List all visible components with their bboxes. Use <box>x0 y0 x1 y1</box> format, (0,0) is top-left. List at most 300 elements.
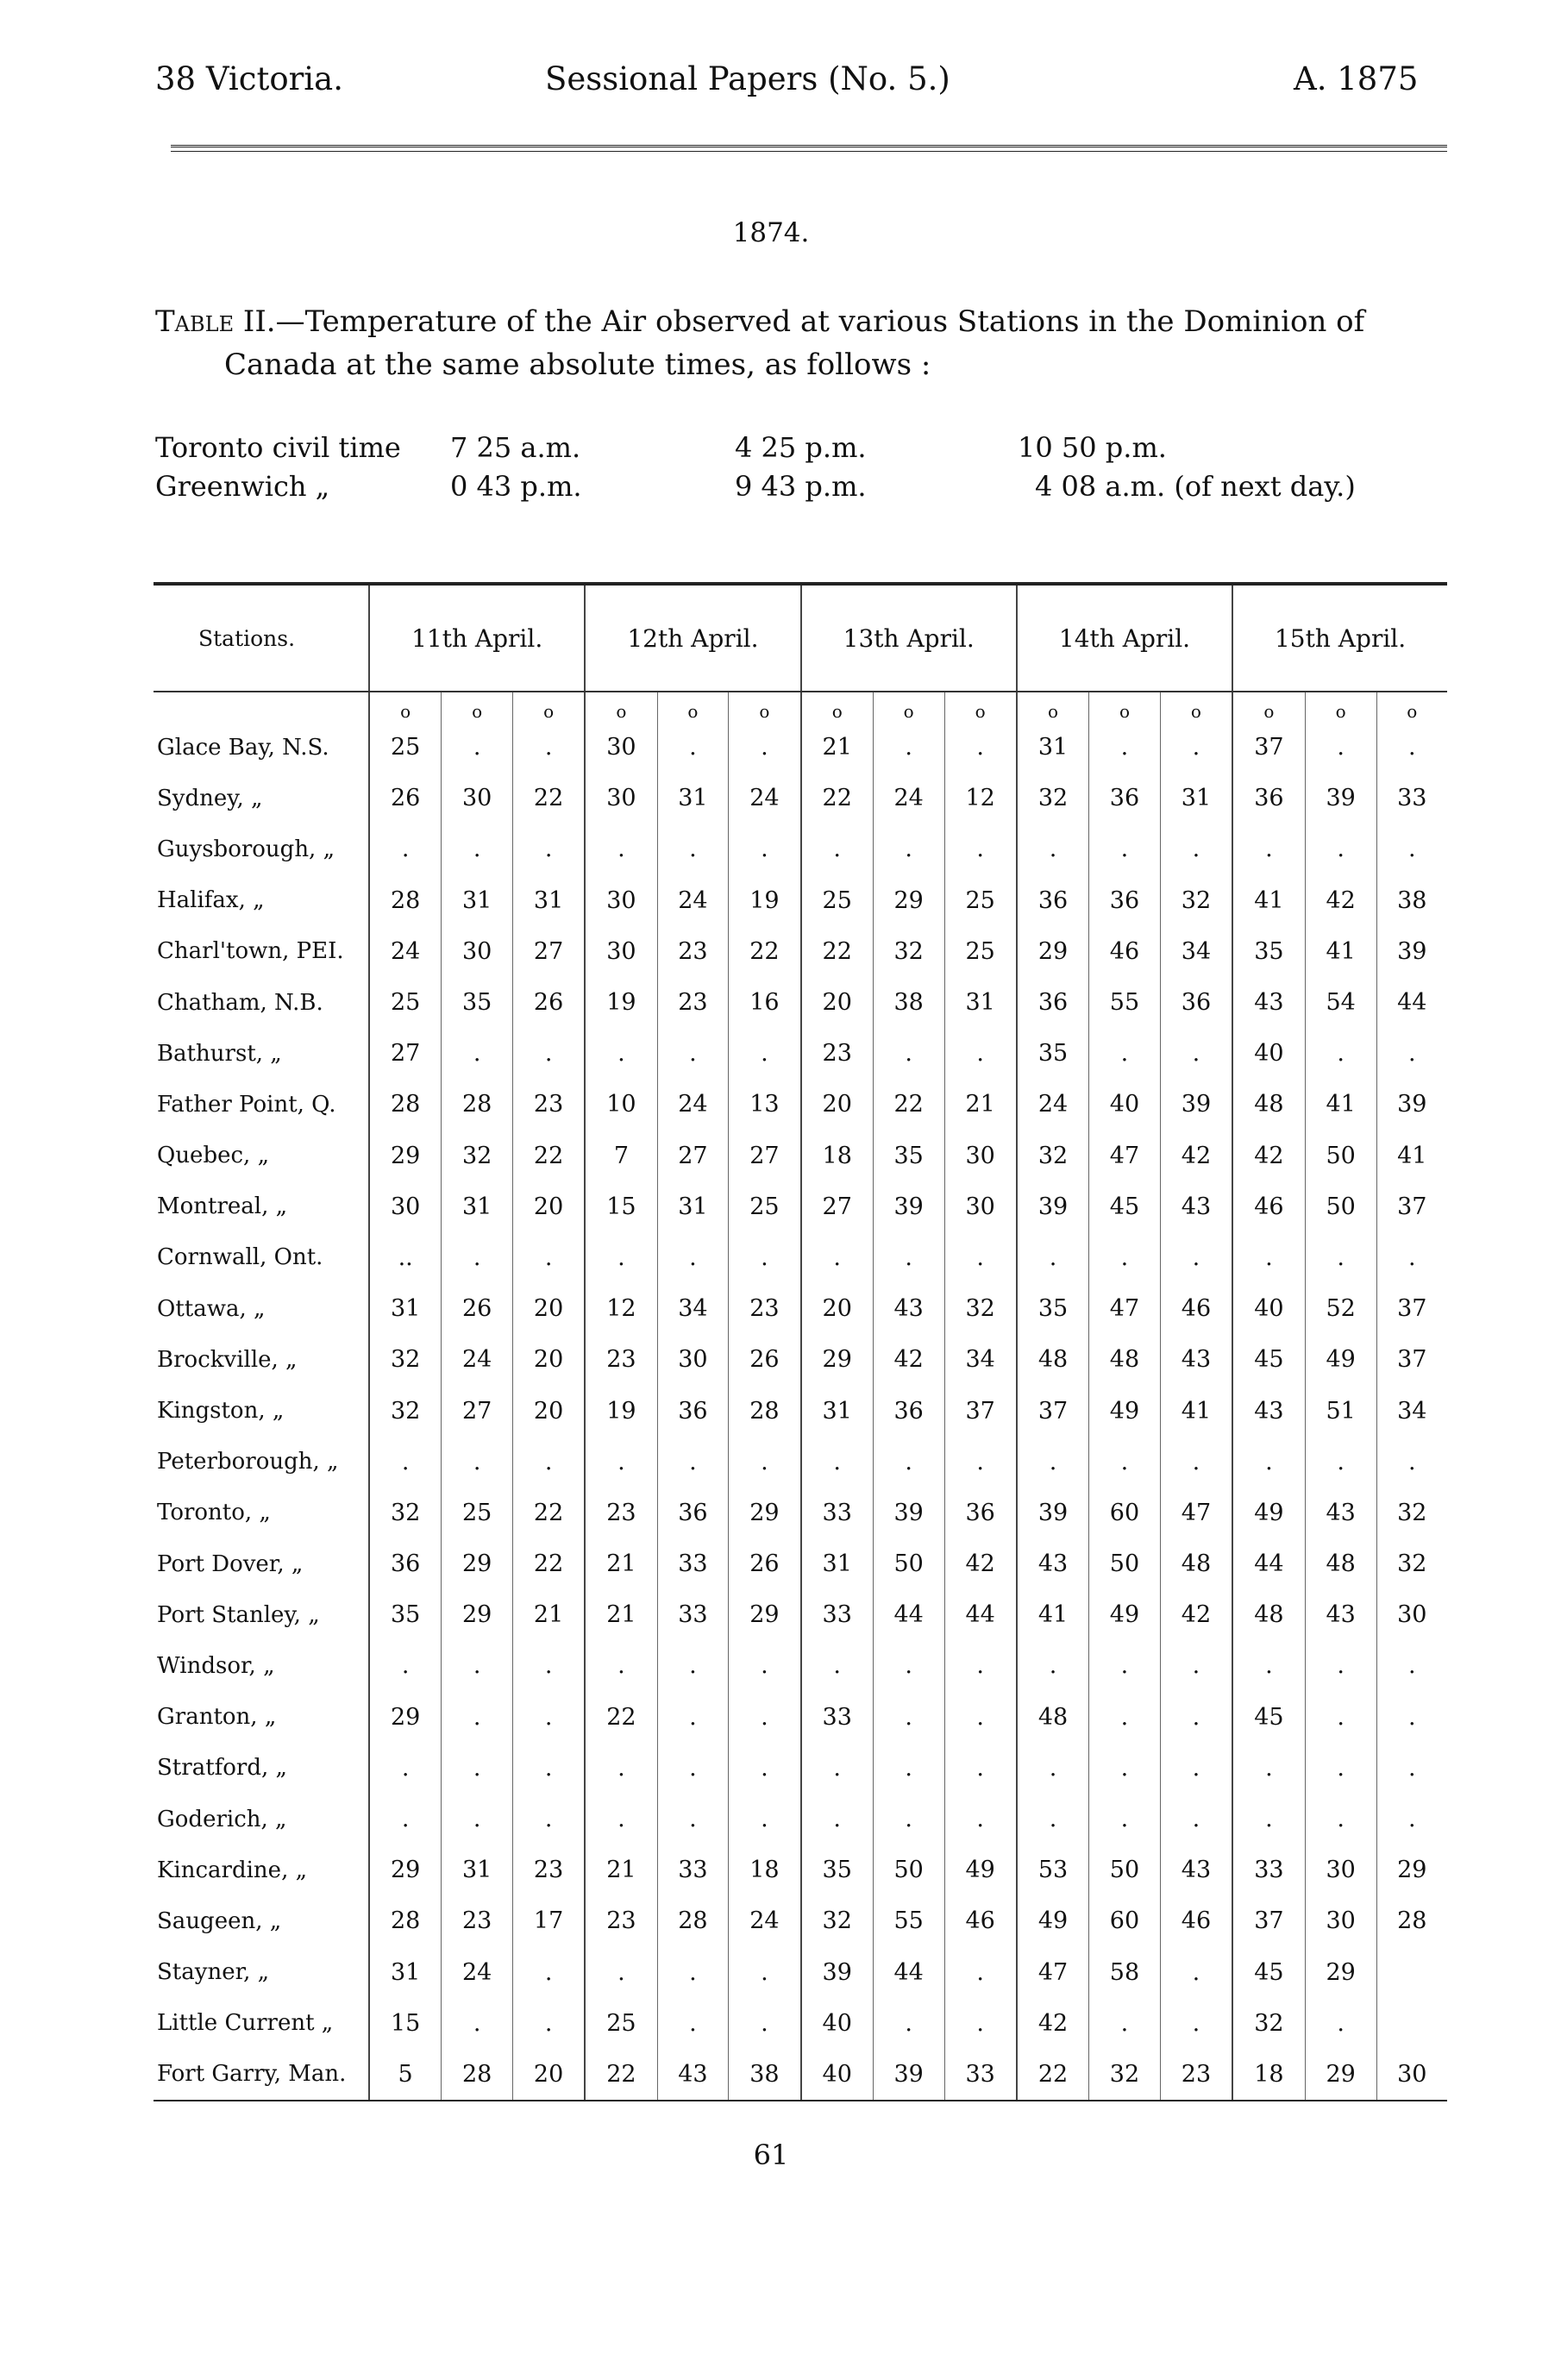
temperature-cell: . <box>657 1232 729 1283</box>
temperature-cell: . <box>512 722 585 773</box>
temperature-cell: 24 <box>729 773 801 824</box>
temperature-cell: 42 <box>944 1538 1017 1589</box>
table-row <box>154 722 1447 773</box>
table-row <box>154 1181 1447 1232</box>
temperature-cell: 41 <box>1232 875 1305 926</box>
temperature-cell: . <box>657 1998 729 2049</box>
temperature-cell: 26 <box>442 1283 513 1334</box>
table-body <box>154 692 1447 2101</box>
temperature-cell: 40 <box>801 2049 874 2101</box>
temperature-cell: . <box>1305 722 1376 773</box>
temperature-cell: 48 <box>1232 1589 1305 1640</box>
degree-mark: o <box>1232 692 1305 722</box>
temperature-cell: . <box>512 1692 585 1743</box>
temperature-cell: 45 <box>1232 1334 1305 1385</box>
temperature-cell: 31 <box>657 1181 729 1232</box>
temperature-cell: 43 <box>1232 1385 1305 1436</box>
temperature-cell: 27 <box>801 1181 874 1232</box>
temperature-cell: 17 <box>512 1895 585 1946</box>
temperature-cell: . <box>1305 1437 1376 1488</box>
temperature-cell: 24 <box>442 1947 513 1998</box>
temperature-cell: . <box>585 1028 657 1079</box>
temperature-cell: 29 <box>1305 2049 1376 2101</box>
temperature-cell: 50 <box>873 1538 944 1589</box>
temperature-cell: 41 <box>1376 1130 1447 1181</box>
temperature-cell: 33 <box>1376 773 1447 824</box>
temperature-cell: 33 <box>1232 1845 1305 1895</box>
temperature-cell: . <box>729 1743 801 1794</box>
temperature-cell: . <box>1376 1028 1447 1079</box>
temperature-cell: 43 <box>1232 977 1305 1028</box>
temperature-cell: 29 <box>1376 1845 1447 1895</box>
table-row <box>154 1845 1447 1895</box>
temperature-cell: 35 <box>1232 926 1305 977</box>
temperature-cell: 31 <box>369 1947 442 1998</box>
temperature-cell: 22 <box>585 1692 657 1743</box>
temperature-cell: 31 <box>1160 773 1232 824</box>
temperature-cell: 34 <box>1376 1385 1447 1436</box>
temperature-cell: 15 <box>585 1181 657 1232</box>
temperature-cell: 23 <box>801 1028 874 1079</box>
table-row <box>154 1640 1447 1691</box>
temperature-cell: 23 <box>442 1895 513 1946</box>
temperature-cell: 5 <box>369 2049 442 2101</box>
temperature-cell: 39 <box>801 1947 874 1998</box>
greenwich-time-2: 9 43 p.m. <box>735 470 867 503</box>
temperature-cell: 43 <box>1160 1181 1232 1232</box>
temperature-cell: . <box>1089 1028 1161 1079</box>
temperature-cell: 32 <box>1376 1538 1447 1589</box>
temperature-cell: 16 <box>729 977 801 1028</box>
temperature-cell: 33 <box>657 1845 729 1895</box>
temperature-cell: 25 <box>369 977 442 1028</box>
temperature-cell: . <box>729 1947 801 1998</box>
temperature-cell: . <box>512 824 585 874</box>
temperature-cell: 20 <box>512 2049 585 2101</box>
temperature-cell: 35 <box>369 1589 442 1640</box>
temperature-cell: 12 <box>944 773 1017 824</box>
temperature-cell: 51 <box>1305 1385 1376 1436</box>
table-title <box>155 300 1449 343</box>
title-text-1: —Temperature of the Air observed at various Stations in the Dominion of <box>275 304 1365 339</box>
table-row <box>154 1283 1447 1334</box>
station-name: Saugeen, „ <box>157 1907 282 1934</box>
temperature-cell: 43 <box>657 2049 729 2101</box>
temperature-cell: 31 <box>657 773 729 824</box>
temperature-cell: 39 <box>873 1181 944 1232</box>
table-row <box>154 1538 1447 1589</box>
temperature-cell: 24 <box>873 773 944 824</box>
temperature-cell: 55 <box>1089 977 1161 1028</box>
temperature-cell: 36 <box>657 1488 729 1538</box>
temperature-cell: . <box>729 722 801 773</box>
temperature-cell: 41 <box>1017 1589 1089 1640</box>
temperature-cell: . <box>1232 1794 1305 1845</box>
table-row <box>154 1488 1447 1538</box>
temperature-cell: . <box>1305 1692 1376 1743</box>
stations-header: Stations. <box>154 584 369 692</box>
temperature-cell: 19 <box>729 875 801 926</box>
temperature-cell: . <box>944 1232 1017 1283</box>
station-name: Ottawa, „ <box>157 1295 266 1322</box>
temperature-cell: 33 <box>944 2049 1017 2101</box>
temperature-cell: 28 <box>369 1079 442 1130</box>
title-text-2: Canada at the same absolute times, as follows : <box>224 348 931 382</box>
temperature-cell: . <box>1160 1998 1232 2049</box>
temperature-cell: 33 <box>801 1589 874 1640</box>
temperature-cell: 24 <box>442 1334 513 1385</box>
temperature-cell: 29 <box>1017 926 1089 977</box>
header-left: 38 Victoria. <box>155 60 343 97</box>
temperature-cell: . <box>873 1232 944 1283</box>
temperature-cell: 32 <box>369 1488 442 1538</box>
toronto-time-1: 7 25 a.m. <box>450 431 581 464</box>
temperature-cell: 41 <box>1305 926 1376 977</box>
temperature-cell: . <box>657 824 729 874</box>
table-row <box>154 977 1447 1028</box>
temperature-cell: 39 <box>1160 1079 1232 1130</box>
temperature-cell: 27 <box>729 1130 801 1181</box>
temperature-cell: 30 <box>657 1334 729 1385</box>
station-name: Port Dover, „ <box>157 1550 304 1577</box>
temperature-cell: . <box>512 1232 585 1283</box>
temperature-cell: 19 <box>585 1385 657 1436</box>
temperature-cell: 36 <box>1017 977 1089 1028</box>
degree-row-spacer <box>154 692 369 722</box>
temperature-cell: 22 <box>585 2049 657 2101</box>
temperature-cell: . <box>657 1028 729 1079</box>
temperature-cell: 44 <box>944 1589 1017 1640</box>
temperature-cell: . <box>512 1794 585 1845</box>
temperature-cell: 36 <box>369 1538 442 1589</box>
temperature-cell: 29 <box>369 1130 442 1181</box>
temperature-cell: 40 <box>1232 1283 1305 1334</box>
temperature-cell: . <box>1160 1743 1232 1794</box>
temperature-cell: 30 <box>585 722 657 773</box>
temperature-cell: 37 <box>1232 722 1305 773</box>
temperature-cell: 24 <box>1017 1079 1089 1130</box>
degree-mark: o <box>1160 692 1232 722</box>
temperature-cell: 33 <box>657 1589 729 1640</box>
temperature-cell: . <box>873 722 944 773</box>
temperature-cell: 36 <box>873 1385 944 1436</box>
temperature-cell: 30 <box>944 1130 1017 1181</box>
temperature-cell: 23 <box>657 926 729 977</box>
table-header-row <box>154 584 1447 692</box>
temperature-cell: 20 <box>512 1334 585 1385</box>
temperature-cell: . <box>1089 1743 1161 1794</box>
header-center: Sessional Papers (No. 5.) <box>545 60 950 97</box>
temperature-cell: 34 <box>1160 926 1232 977</box>
temperature-cell: 26 <box>512 977 585 1028</box>
table-row <box>154 875 1447 926</box>
temperature-cell: . <box>944 1998 1017 2049</box>
temperature-cell: 47 <box>1160 1488 1232 1538</box>
temperature-cell: . <box>657 1947 729 1998</box>
station-name: Father Point, Q. <box>157 1091 336 1118</box>
temperature-cell: . <box>801 1437 874 1488</box>
temperature-cell: 22 <box>729 926 801 977</box>
temperature-cell: . <box>442 1743 513 1794</box>
temperature-cell: . <box>512 1947 585 1998</box>
temperature-cell: 37 <box>1017 1385 1089 1436</box>
temperature-cell: 37 <box>1376 1283 1447 1334</box>
temperature-cell: 36 <box>1017 875 1089 926</box>
temperature-cell: . <box>369 1794 442 1845</box>
table-row <box>154 1794 1447 1845</box>
temperature-cell: 49 <box>944 1845 1017 1895</box>
temperature-cell: . <box>1376 1743 1447 1794</box>
header-rule <box>171 145 1447 152</box>
temperature-cell: 46 <box>1160 1283 1232 1334</box>
temperature-cell: 33 <box>801 1692 874 1743</box>
temperature-cell: 31 <box>801 1538 874 1589</box>
temperature-cell: 30 <box>585 773 657 824</box>
temperature-cell: 26 <box>729 1334 801 1385</box>
temperature-cell: 36 <box>657 1385 729 1436</box>
temperature-cell: . <box>1232 1743 1305 1794</box>
station-name: Brockville, „ <box>157 1346 298 1373</box>
temperature-cell: 20 <box>512 1283 585 1334</box>
temperature-cell: . <box>944 1743 1017 1794</box>
temperature-cell: 22 <box>512 1538 585 1589</box>
temperature-cell: 60 <box>1089 1895 1161 1946</box>
temperature-cell: 50 <box>1305 1181 1376 1232</box>
temperature-cell: 42 <box>1160 1130 1232 1181</box>
temperature-cell: 23 <box>512 1079 585 1130</box>
temperature-cell: 44 <box>873 1589 944 1640</box>
temperature-cell: 29 <box>442 1538 513 1589</box>
temperature-cell: . <box>1160 824 1232 874</box>
temperature-cell: 27 <box>657 1130 729 1181</box>
table-row <box>154 1589 1447 1640</box>
temperature-cell: 32 <box>1017 773 1089 824</box>
temperature-cell: . <box>1376 1232 1447 1283</box>
temperature-cell: . <box>729 824 801 874</box>
temperature-cell: 23 <box>512 1845 585 1895</box>
temperature-cell: 43 <box>1160 1845 1232 1895</box>
temperature-cell: . <box>1089 722 1161 773</box>
temperature-cell: 23 <box>1160 2049 1232 2101</box>
day-header: 15th April. <box>1232 584 1447 692</box>
temperature-cell: 36 <box>1089 875 1161 926</box>
temperature-cell: 20 <box>512 1181 585 1232</box>
temperature-cell: 23 <box>585 1488 657 1538</box>
temperature-cell: . <box>585 1232 657 1283</box>
degree-mark: o <box>369 692 442 722</box>
temperature-cell: 49 <box>1089 1589 1161 1640</box>
temperature-cell: 34 <box>657 1283 729 1334</box>
temperature-cell: . <box>1305 1998 1376 2049</box>
temperature-cell: 22 <box>512 1130 585 1181</box>
temperature-cell: . <box>442 824 513 874</box>
temperature-cell: 23 <box>585 1334 657 1385</box>
temperature-cell: 39 <box>873 1488 944 1538</box>
temperature-cell: 30 <box>1376 1589 1447 1640</box>
table-row <box>154 1895 1447 1946</box>
temperature-cell: 21 <box>585 1538 657 1589</box>
station-name: Guysborough, „ <box>157 836 335 862</box>
temperature-cell: 35 <box>801 1845 874 1895</box>
temperature-cell: . <box>944 1692 1017 1743</box>
temperature-cell: 30 <box>442 773 513 824</box>
temperature-cell: 50 <box>1089 1538 1161 1589</box>
temperature-cell: 32 <box>1232 1998 1305 2049</box>
temperature-cell: 44 <box>1232 1538 1305 1589</box>
station-name: Fort Garry, Man. <box>154 2049 369 2101</box>
temperature-cell: . <box>944 722 1017 773</box>
temperature-cell: 44 <box>1376 977 1447 1028</box>
temperature-cell: . <box>873 824 944 874</box>
temperature-cell: 32 <box>369 1334 442 1385</box>
temperature-cell: . <box>873 1743 944 1794</box>
station-name: Stayner, „ <box>157 1959 270 1986</box>
temperature-cell: . <box>369 1437 442 1488</box>
temperature-cell: . <box>1160 1437 1232 1488</box>
header-right: A. 1875 <box>1294 60 1419 97</box>
temperature-cell: 29 <box>729 1589 801 1640</box>
temperature-cell: . <box>1376 1640 1447 1691</box>
temperature-cell: 23 <box>657 977 729 1028</box>
temperature-cell: . <box>729 1028 801 1079</box>
temperature-cell: 29 <box>873 875 944 926</box>
temperature-cell: . <box>442 1028 513 1079</box>
degree-mark: o <box>944 692 1017 722</box>
temperature-cell: 20 <box>801 1283 874 1334</box>
temperature-cell: . <box>1376 1437 1447 1488</box>
temperature-cell: . <box>873 1692 944 1743</box>
temperature-cell: 30 <box>1305 1895 1376 1946</box>
table-row <box>154 773 1447 824</box>
greenwich-time-1: 0 43 p.m. <box>450 470 582 503</box>
station-name: Stratford, „ <box>157 1755 287 1782</box>
temperature-cell: . <box>944 1947 1017 1998</box>
temperature-cell: 40 <box>1089 1079 1161 1130</box>
temperature-cell: 52 <box>1305 1283 1376 1334</box>
temperature-cell: . <box>1160 1794 1232 1845</box>
temperature-cell: . <box>1089 1794 1161 1845</box>
temperature-cell: . <box>1089 1692 1161 1743</box>
temperature-cell: . <box>801 1794 874 1845</box>
temperature-cell: 29 <box>801 1334 874 1385</box>
station-name: Cornwall, Ont. <box>157 1244 323 1271</box>
temperature-cell: 47 <box>1089 1130 1161 1181</box>
table-row <box>154 926 1447 977</box>
table-row <box>154 1385 1447 1436</box>
temperature-cell: 35 <box>442 977 513 1028</box>
temperature-cell: 42 <box>1160 1589 1232 1640</box>
toronto-time-2: 4 25 p.m. <box>735 431 867 464</box>
temperature-cell: . <box>512 1028 585 1079</box>
table-row <box>154 1947 1447 1998</box>
temperature-cell: 50 <box>873 1845 944 1895</box>
temperature-cell: 38 <box>1376 875 1447 926</box>
temperature-cell: 32 <box>873 926 944 977</box>
temperature-cell: . <box>1305 1743 1376 1794</box>
temperature-cell: 32 <box>1089 2049 1161 2101</box>
temperature-cell: . <box>1017 824 1089 874</box>
temperature-cell: . <box>442 1998 513 2049</box>
temperature-cell: . <box>585 1437 657 1488</box>
temperature-cell: 30 <box>585 926 657 977</box>
degree-mark: o <box>585 692 657 722</box>
degree-mark: o <box>512 692 585 722</box>
temperature-cell: 30 <box>442 926 513 977</box>
temperature-cell: . <box>1017 1640 1089 1691</box>
temperature-cell: 28 <box>729 1385 801 1436</box>
temperature-cell: 32 <box>442 1130 513 1181</box>
table-row <box>154 1998 1447 2049</box>
station-name: Kincardine, „ <box>157 1857 308 1883</box>
temperature-cell: 35 <box>873 1130 944 1181</box>
temperature-cell: 31 <box>442 1845 513 1895</box>
temperature-cell: 46 <box>1089 926 1161 977</box>
temperature-cell: 7 <box>585 1130 657 1181</box>
temperature-cell: 48 <box>1305 1538 1376 1589</box>
temperature-cell: 31 <box>442 875 513 926</box>
temperature-cell: 27 <box>369 1028 442 1079</box>
temperature-cell: 39 <box>1376 926 1447 977</box>
table-row <box>154 824 1447 874</box>
temperature-cell: 19 <box>585 977 657 1028</box>
temperature-cell: 28 <box>1376 1895 1447 1946</box>
temperature-cell: 21 <box>512 1589 585 1640</box>
temperature-cell: . <box>1017 1794 1089 1845</box>
temperature-cell: 28 <box>657 1895 729 1946</box>
temperature-cell: . <box>1232 1640 1305 1691</box>
temperature-cell: . <box>944 1028 1017 1079</box>
temperature-cell: . <box>944 824 1017 874</box>
temperature-cell: 55 <box>873 1895 944 1946</box>
temperature-cell: . <box>801 1232 874 1283</box>
temperature-cell: 21 <box>801 722 874 773</box>
temperature-cell: . <box>1017 1437 1089 1488</box>
temperature-cell: 54 <box>1305 977 1376 1028</box>
temperature-cell: 29 <box>369 1845 442 1895</box>
table-row <box>154 1130 1447 1181</box>
temperature-cell: 20 <box>512 1385 585 1436</box>
temperature-cell: 35 <box>1017 1028 1089 1079</box>
temperature-cell: . <box>512 1640 585 1691</box>
temperature-cell: 40 <box>801 1998 874 2049</box>
temperature-cell: . <box>1160 1640 1232 1691</box>
temperature-cell: . <box>442 1794 513 1845</box>
temperature-cell: 48 <box>1089 1334 1161 1385</box>
temperature-cell: 24 <box>657 1079 729 1130</box>
temperature-cell: . <box>1232 1437 1305 1488</box>
temperature-cell: 26 <box>729 1538 801 1589</box>
temperature-cell: . <box>1160 722 1232 773</box>
temperature-cell <box>1376 1998 1447 2049</box>
temperature-cell: 27 <box>442 1385 513 1436</box>
temperature-cell: 37 <box>1376 1334 1447 1385</box>
temperature-cell: 39 <box>1305 773 1376 824</box>
temperature-cell: 41 <box>1160 1385 1232 1436</box>
temperature-cell: 47 <box>1017 1947 1089 1998</box>
temperature-cell: . <box>729 1232 801 1283</box>
temperature-cell: 47 <box>1089 1283 1161 1334</box>
temperature-cell: 42 <box>1017 1998 1089 2049</box>
temperature-cell: 45 <box>1232 1692 1305 1743</box>
temperature-cell: 22 <box>1017 2049 1089 2101</box>
temperature-cell: .. <box>369 1232 442 1283</box>
temperature-cell: . <box>1376 1794 1447 1845</box>
temperature-cell: 33 <box>657 1538 729 1589</box>
temperature-cell: . <box>442 1692 513 1743</box>
temperature-table <box>154 582 1447 2101</box>
temperature-cell: . <box>585 1640 657 1691</box>
temperature-cell: 25 <box>944 926 1017 977</box>
